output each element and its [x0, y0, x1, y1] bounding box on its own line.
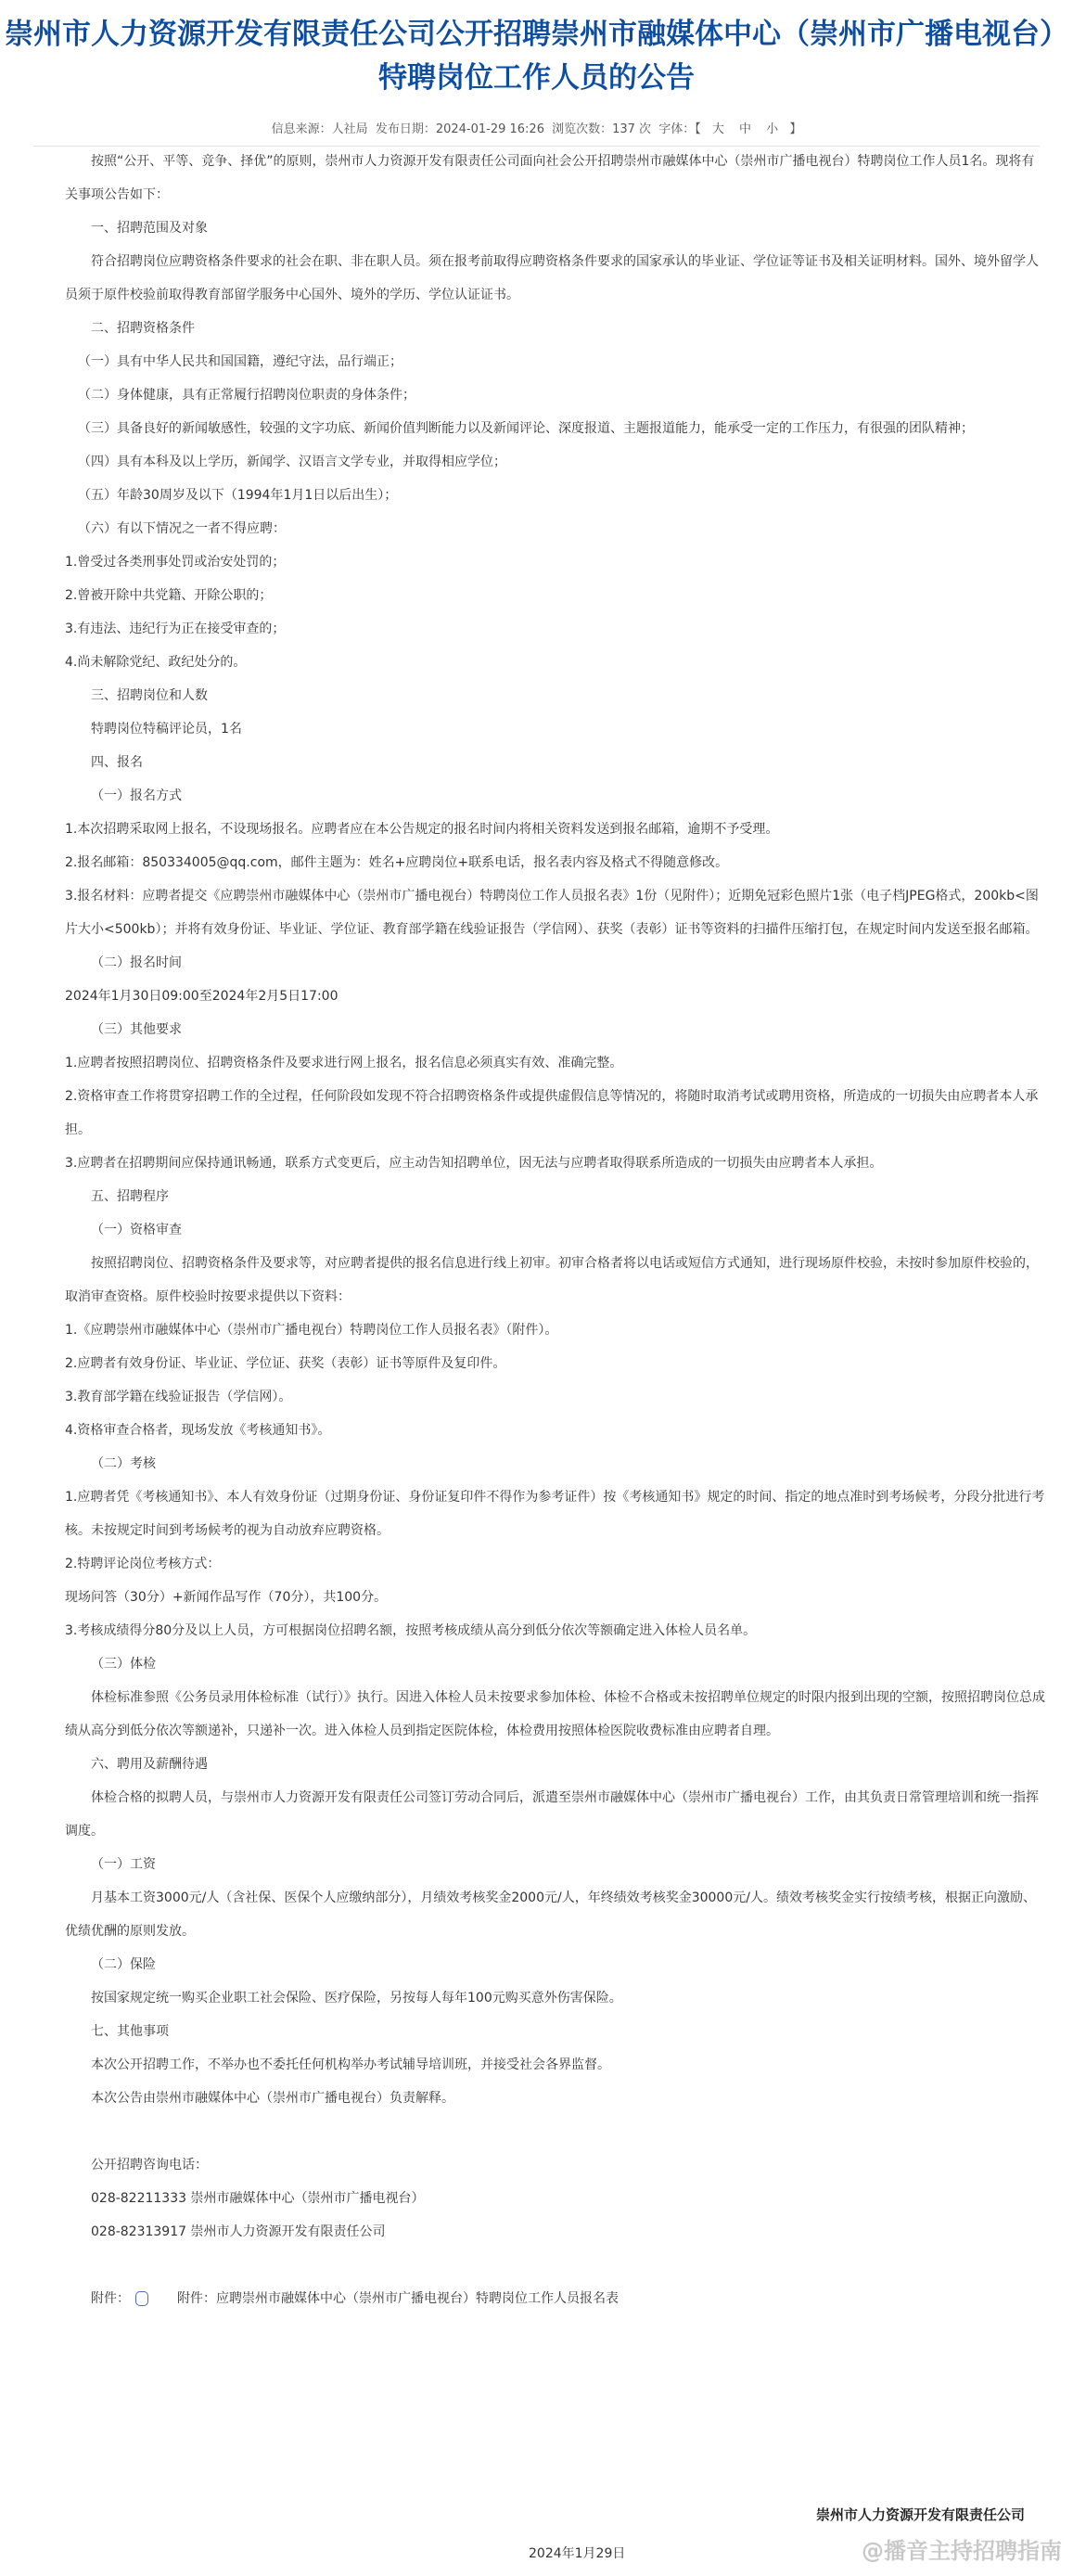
list-item: 3.有违法、违纪行为正在接受审查的； [65, 622, 286, 636]
list-item: 4.尚未解除党纪、政纪处分的。 [65, 655, 247, 670]
font-size-small-button[interactable]: 小 [766, 122, 779, 136]
paragraph: 1.本次招聘采取网上报名，不设现场报名。应聘者应在本公告规定的报名时间内将相关资料发送到报名邮箱，逾期不予受理。 [65, 822, 779, 837]
attachment-link[interactable]: 附件：应聘崇州市融媒体中心（崇州市广播电视台）特聘岗位工作人员报名表 [177, 2291, 619, 2306]
section-heading: 四、报名 [91, 755, 143, 770]
contact-line: 028-82211333 崇州市融媒体中心（崇州市广播电视台） [91, 2191, 425, 2206]
paragraph: 2024年1月30日09:00至2024年2月5日17:00 [65, 989, 339, 1004]
article-body [65, 145, 1045, 2315]
publish-date: 2024年1月29日 [529, 2546, 626, 2561]
paragraph: 本次公告由崇州市融媒体中心（崇州市广播电视台）负责解释。 [91, 2091, 454, 2106]
section-heading: 三、招聘岗位和人数 [91, 688, 208, 703]
section-heading: 二、招聘资格条件 [91, 321, 195, 336]
paragraph: 特聘岗位特稿评论员，1名 [91, 722, 242, 737]
paragraph: 2.资格审查工作将贯穿招聘工作的全过程，任何阶段如发现不符合招聘资格条件或提供虚假信息等情况的，将随时取消考试或聘用资格，所造成的一切损失由应聘者本人承担。 [65, 1089, 1039, 1137]
paragraph: 体检标准参照《公务员录用体检标准（试行）》执行。因进入体检人员未按要求参加体检、体检不合格或未按招聘单位规定的时限内报到出现的空额，按照招聘岗位总成绩从高分到低分依次等额递补，只递补一次。进入体检人员到指定医院体检，体检费用按照体检医院收费标准由应聘者自理。 [65, 1690, 1045, 1738]
signature: 崇州市人力资源开发有限责任公司 [815, 2506, 1025, 2523]
contact-line: 028-82313917 崇州市人力资源开发有限责任公司 [91, 2224, 386, 2239]
list-item: （三）具备良好的新闻敏感性，较强的文字功底、新闻价值判断能力以及新闻评论、深度报道、主题报道能力，能承受一定的工作压力，有很强的团队精神； [78, 421, 974, 436]
list-item: 1.曾受过各类刑事处罚或治安处罚的； [65, 555, 286, 570]
paragraph: 3.考核成绩得分80分及以上人员，方可根据岗位招聘名额，按照考核成绩从高分到低分依次等额确定进入体检人员名单。 [65, 1623, 757, 1638]
list-item: 1.《应聘崇州市融媒体中心（崇州市广播电视台）特聘岗位工作人员报名表》（附件）。 [65, 1323, 558, 1338]
paragraph: 3.应聘者在招聘期间应保持通讯畅通，联系方式变更后，应主动告知招聘单位，因无法与应聘者取得联系所造成的一切损失由应聘者本人承担。 [65, 1156, 883, 1171]
list-item: 3.教育部学籍在线验证报告（学信网）。 [65, 1390, 292, 1404]
attachment-row [65, 2282, 1045, 2315]
list-item: （一）具有中华人民共和国国籍，遵纪守法，品行端正； [78, 354, 402, 369]
list-item: （二）身体健康，具有正常履行招聘岗位职责的身体条件； [78, 388, 415, 403]
paragraph: 1.应聘者按照招聘岗位、招聘资格条件及要求进行网上报名，报名信息必须真实有效、准确完整。 [65, 1056, 623, 1070]
paragraph: 符合招聘岗位应聘资格条件要求的社会在职、非在职人员。须在报考前取得应聘资格条件要求的国家承认的毕业证、学位证等证书及相关证明材料。国外、境外留学人员须于原件校验前取得教育部留学服务中心国外、境外的学历、学位认证证书。 [65, 254, 1039, 302]
contact-label: 公开招聘咨询电话： [91, 2158, 208, 2172]
meta-views: 浏览次数：137 次 [552, 122, 652, 136]
section-heading: 五、招聘程序 [91, 1189, 169, 1204]
paragraph: 2.报名邮箱：850334005@qq.com，邮件主题为：姓名+应聘岗位+联系电话，报名表内容及格式不得随意修改。 [65, 855, 729, 870]
meta-font-label: 字体：【 [658, 122, 701, 136]
list-item: 2.曾被开除中共党籍、开除公职的； [65, 588, 273, 603]
article-meta [33, 119, 1040, 147]
paragraph: 1.应聘者凭《考核通知书》、本人有效身份证（过期身份证、身份证复印件不得作为参考证件）按《考核通知书》规定的时间、指定的地点准时到考场候考，分段分批进行考核。未按规定时间到考场候考的视为自动放弃应聘资格。 [65, 1490, 1045, 1538]
subsection-heading: （一）报名方式 [91, 788, 182, 803]
meta-font-close: 】 [789, 122, 802, 136]
subsection-heading: （三）体检 [91, 1657, 156, 1672]
subsection-heading: （二）报名时间 [91, 955, 182, 970]
section-heading: 六、聘用及薪酬待遇 [91, 1757, 208, 1772]
list-item: （四）具有本科及以上学历，新闻学、汉语言文学专业，并取得相应学位； [78, 455, 506, 469]
subsection-heading: （二）考核 [91, 1456, 156, 1471]
list-item: 2.应聘者有效身份证、毕业证、学位证、获奖（表彰）证书等原件及复印件。 [65, 1356, 506, 1371]
subsection-heading: （三）其他要求 [91, 1022, 182, 1037]
page-title: 崇州市人力资源开发有限责任公司公开招聘崇州市融媒体中心（崇州市广播电视台）特聘岗位工作人员的公告 [5, 18, 1068, 95]
list-item: （六）有以下情况之一者不得应聘： [78, 521, 286, 536]
paperclip-icon [135, 2291, 148, 2306]
watermark: @播音主持招聘指南 [862, 2538, 1062, 2564]
intro-paragraph: 按照“公开、平等、竞争、择优”的原则，崇州市人力资源开发有限责任公司面向社会公开招聘崇州市融媒体中心（崇州市广播电视台）特聘岗位工作人员1名。现将有关事项公告如下： [65, 154, 1035, 202]
subsection-heading: （一）资格审查 [91, 1223, 182, 1237]
subsection-heading: （二）保险 [91, 1957, 156, 1972]
paragraph: 按照招聘岗位、招聘资格条件及要求等，对应聘者提供的报名信息进行线上初审。初审合格者将以电话或短信方式通知，进行现场原件校验，未按时参加原件校验的，取消审查资格。原件校验时按要求提供以下资料： [65, 1256, 1039, 1304]
paragraph: 体检合格的拟聘人员，与崇州市人力资源开发有限责任公司签订劳动合同后，派遣至崇州市融媒体中心（崇州市广播电视台）工作，由其负责日常管理培训和统一指挥调度。 [65, 1790, 1039, 1839]
list-item: 4.资格审查合格者，现场发放《考核通知书》。 [65, 1423, 331, 1438]
meta-published: 发布日期：2024-01-29 16:26 [375, 122, 544, 136]
attachment-label: 附件： [91, 2291, 130, 2306]
font-size-medium-button[interactable]: 中 [739, 122, 752, 136]
paragraph: 3.报名材料：应聘者提交《应聘崇州市融媒体中心（崇州市广播电视台）特聘岗位工作人员报名表》1份（见附件）；近期免冠彩色照片1张（电子档JPEG格式，200kb<图片大小<500kb）；并将有效身份证、毕业证、学位证、教育部学籍在线验证报告（学信网）、获奖（表彰）证书等资料的扫描件压缩打包，在规定时间内发送至报名邮箱。 [65, 889, 1039, 937]
subsection-heading: （一）工资 [91, 1857, 156, 1872]
paragraph: 按国家规定统一购买企业职工社会保险、医疗保险，另按每人每年100元购买意外伤害保险。 [91, 1991, 622, 2006]
font-size-large-button[interactable]: 大 [711, 122, 724, 136]
paragraph: 月基本工资3000元/人（含社保、医保个人应缴纳部分），月绩效考核奖金2000元/人，年终绩效考核奖金30000元/人。绩效考核奖金实行按绩考核，根据正向激励、优绩优酬的原则发放。 [65, 1890, 1036, 1939]
section-heading: 一、招聘范围及对象 [91, 221, 208, 236]
paragraph: 2.特聘评论岗位考核方式： [65, 1557, 221, 1571]
section-heading: 七、其他事项 [91, 2024, 169, 2039]
meta-source: 信息来源：人社局 [271, 122, 368, 136]
paragraph: 现场问答（30分）+新闻作品写作（70分），共100分。 [65, 1590, 388, 1605]
list-item: （五）年龄30周岁及以下（1994年1月1日以后出生）； [78, 488, 398, 503]
paragraph: 本次公开招聘工作，不举办也不委托任何机构举办考试辅导培训班，并接受社会各界监督。 [91, 2057, 610, 2072]
